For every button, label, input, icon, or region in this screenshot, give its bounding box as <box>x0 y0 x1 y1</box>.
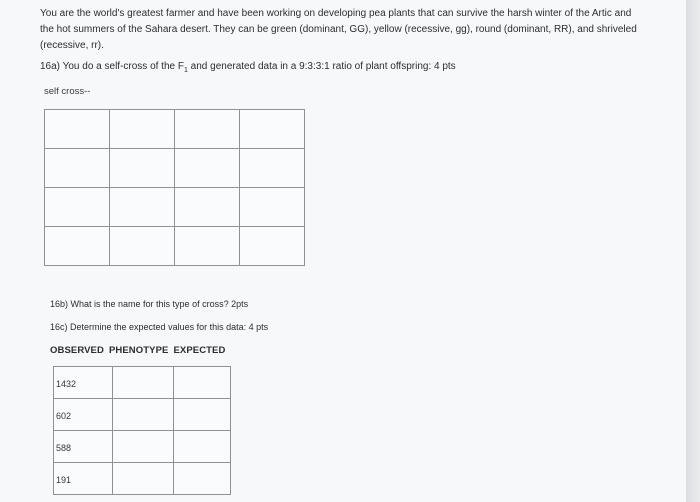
question-16c: 16c) Determine the expected values for this data: 4 pts <box>50 322 269 332</box>
punnett-row <box>45 188 305 227</box>
observed-value: 588 <box>56 442 72 453</box>
punnett-cell[interactable] <box>175 227 240 266</box>
observed-cell <box>54 463 113 495</box>
header-observed: OBSERVED <box>50 345 104 356</box>
expected-cell[interactable] <box>174 431 231 463</box>
punnett-row <box>45 110 305 149</box>
observed-cell <box>54 399 113 431</box>
punnett-cell[interactable] <box>240 149 305 188</box>
punnett-cell[interactable] <box>240 110 305 149</box>
question-16b: 16b) What is the name for this type of cross? 2pts <box>50 299 249 309</box>
question-16a <box>40 61 456 74</box>
question-16a-suffix: and generated data in a 9:3:3:1 ratio of plant offspring: 4 pts <box>187 61 456 72</box>
observed-cell <box>54 431 113 463</box>
question-16a-prefix: 16a) You do a self-cross of the F <box>40 61 184 72</box>
punnett-cell[interactable] <box>240 188 305 227</box>
page-edge <box>686 0 700 502</box>
phenotype-cell[interactable] <box>113 399 174 431</box>
expected-cell[interactable] <box>174 367 231 399</box>
punnett-cell[interactable] <box>110 149 175 188</box>
header-expected: EXPECTED <box>173 345 226 356</box>
punnett-cell[interactable] <box>110 110 175 149</box>
table-row <box>54 399 231 431</box>
punnett-row <box>45 227 305 266</box>
punnett-square <box>44 109 305 266</box>
self-cross-label: self cross-- <box>44 86 91 97</box>
punnett-cell[interactable] <box>110 227 175 266</box>
punnett-cell[interactable] <box>175 149 240 188</box>
observed-value: 1432 <box>56 378 77 389</box>
phenotype-cell[interactable] <box>113 463 174 495</box>
observed-value: 602 <box>56 410 72 421</box>
table-headers <box>50 345 230 356</box>
punnett-cell[interactable] <box>45 227 110 266</box>
punnett-cell[interactable] <box>175 188 240 227</box>
intro-paragraph: You are the world's greatest farmer and have been working on developing pea plants that can survive the harsh winter of the Artic and the hot summers of the Sahara desert. They can be green (dominant, GG), yellow (recessive, gg), round (dominant, RR), and shriveled (recessive, rr). <box>40 8 637 51</box>
question-16a-subscript: 1 <box>183 67 188 74</box>
observed-value: 191 <box>56 474 72 485</box>
observed-cell <box>54 367 113 399</box>
header-phenotype: PHENOTYPE <box>108 345 169 356</box>
table-row <box>54 463 231 495</box>
table-row <box>54 431 231 463</box>
expected-cell[interactable] <box>174 399 231 431</box>
punnett-row <box>45 149 305 188</box>
phenotype-cell[interactable] <box>113 367 174 399</box>
punnett-cell[interactable] <box>45 110 110 149</box>
punnett-cell[interactable] <box>45 149 110 188</box>
punnett-cell[interactable] <box>45 188 110 227</box>
table-row <box>54 367 231 399</box>
punnett-cell[interactable] <box>110 188 175 227</box>
punnett-cell[interactable] <box>240 227 305 266</box>
observed-table <box>53 366 231 495</box>
expected-cell[interactable] <box>174 463 231 495</box>
phenotype-cell[interactable] <box>113 431 174 463</box>
punnett-cell[interactable] <box>175 110 240 149</box>
